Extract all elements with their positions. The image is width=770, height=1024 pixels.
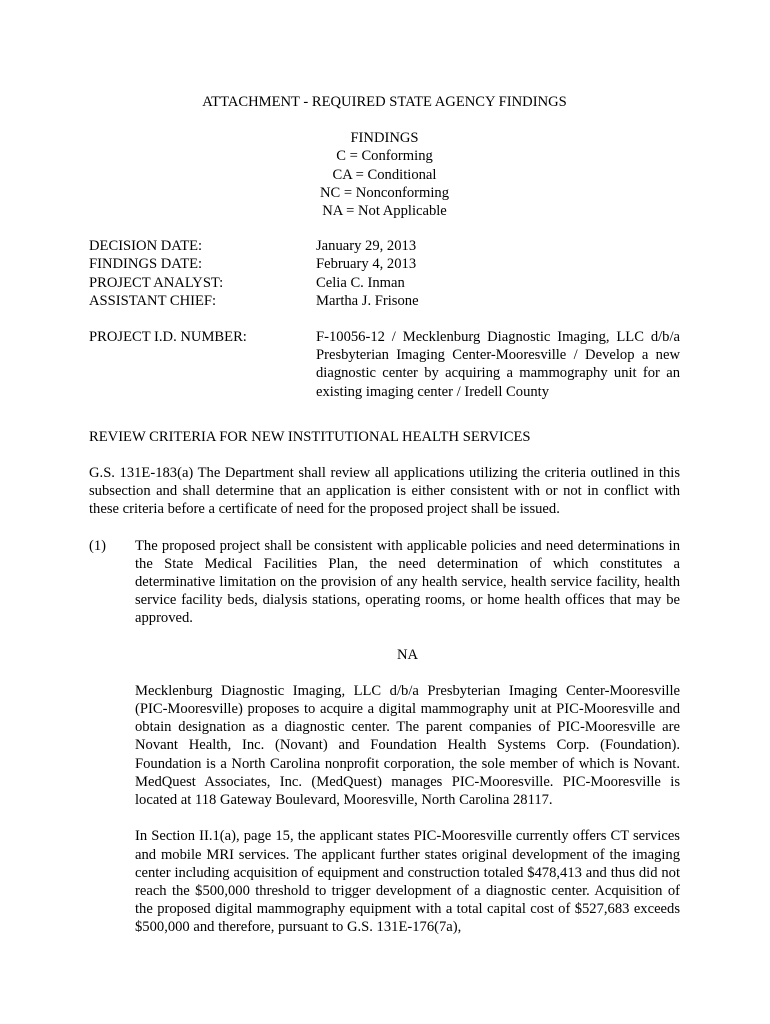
project-id-row: [89, 328, 680, 401]
section-heading: REVIEW CRITERIA FOR NEW INSTITUTIONAL HEALTH SERVICES: [89, 428, 531, 445]
assistant-chief-row: [89, 292, 680, 310]
findings-date-label: FINDINGS DATE:: [89, 256, 203, 273]
criterion-1: [89, 537, 680, 628]
project-id-label: PROJECT I.D. NUMBER:: [89, 329, 247, 346]
document-title: ATTACHMENT - REQUIRED STATE AGENCY FINDINGS: [202, 94, 567, 110]
project-analyst-label: PROJECT ANALYST:: [89, 274, 224, 291]
findings-date-row: [89, 255, 680, 273]
discussion-paragraph: In Section II.1(a), page 15, the applicant states PIC-Mooresville currently offers CT services and mobile MRI services. The applicant further states original development of the imaging center including acquisition of equipment and construction totaled $478,413 and thus did not reach the $500,000 threshold to trigger development of a diagnostic center. Acquisition of the proposed digital mammography equipment with a total capital cost of $527,683 exceeds $500,000 and therefore, pursuant to G.S. 131E-176(7a),: [135, 828, 680, 936]
findings-key-item: NA = Not Applicable: [322, 203, 447, 220]
document-page: [89, 93, 680, 937]
assistant-chief-value: Martha J. Frisone: [316, 292, 419, 309]
assistant-chief-label: ASSISTANT CHIEF:: [89, 292, 217, 309]
project-id-value: F-10056-12 / Mecklenburg Diagnostic Imaging, LLC d/b/a Presbyterian Imaging Center-Mooresville / Develop a new diagnostic center by acquiring a mammography unit for an existing imaging center / Iredell County: [316, 329, 680, 400]
criterion-finding: NA: [396, 646, 419, 663]
findings-date-value: February 4, 2013: [316, 256, 417, 273]
project-metadata: [89, 237, 680, 401]
discussion-paragraph: Mecklenburg Diagnostic Imaging, LLC d/b/a Presbyterian Imaging Center-Mooresville (PIC-Mooresville) proposes to acquire a digital mammography unit at PIC-Mooresville and obtain designation as a diagnostic center. The parent companies of PIC-Mooresville are Novant Health, Inc. (Novant) and Foundation Health Systems Corp. (Foundation). Foundation is a North Carolina nonprofit corporation, the sole member of which is Novant. MedQuest Associates, Inc. (MedQuest) manages PIC-Mooresville. PIC-Mooresville is located at 118 Gateway Boulevard, Mooresville, North Carolina 28117.: [135, 682, 680, 809]
criterion-text: The proposed project shall be consistent with applicable policies and need determinations in the State Medical Facilities Plan, the need determination of which constitutes a determinative limitation on the provision of any health service, health service facility, health service facility beds, dialysis stations, operating rooms, or home health offices that may be approved.: [135, 537, 680, 627]
criterion-discussion: [135, 682, 680, 937]
findings-key-item: NC = Nonconforming: [319, 184, 450, 201]
project-analyst-value: Celia C. Inman: [316, 274, 405, 291]
findings-key-item: CA = Conditional: [332, 166, 437, 183]
findings-heading: FINDINGS: [350, 130, 419, 147]
findings-key-item: C = Conforming: [336, 148, 433, 165]
findings-key: [89, 129, 680, 220]
decision-date-value: January 29, 2013: [316, 238, 417, 255]
criterion-number: (1): [89, 537, 107, 554]
decision-date-row: [89, 237, 680, 255]
intro-paragraph: G.S. 131E-183(a) The Department shall review all applications utilizing the criteria outlined in this subsection and shall determine that an application is either consistent with or not in conflict with these criteria before a certificate of need for the proposed project shall be issued.: [89, 465, 680, 518]
decision-date-label: DECISION DATE:: [89, 238, 203, 255]
project-analyst-row: [89, 274, 680, 292]
